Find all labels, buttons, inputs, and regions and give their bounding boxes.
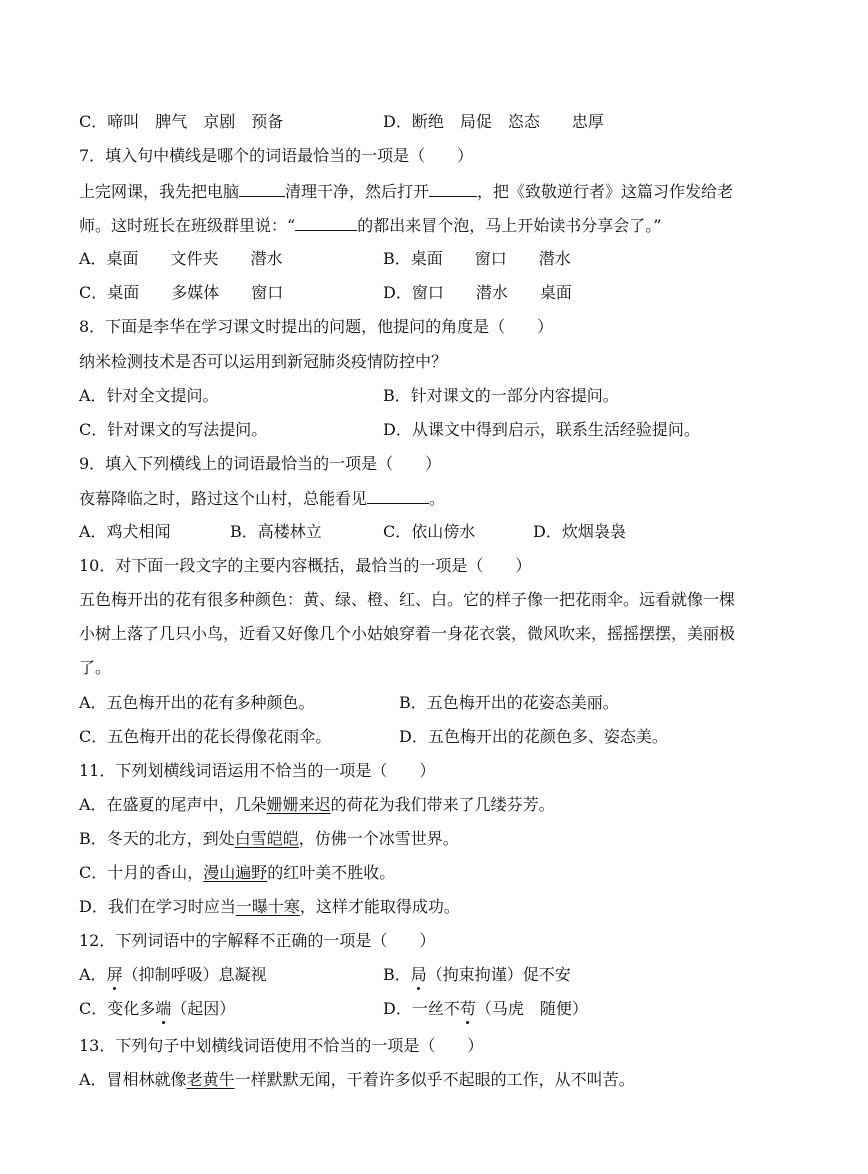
q12-stem: 12．下列词语中的字解释不正确的一项是（ ） — [79, 931, 436, 950]
q6-option-d: D．断绝 局促 恣态 忠厚 — [383, 112, 604, 131]
q11-option-d: D．我们在学习时应当一曝十寒，这样才能取得成功。 — [79, 897, 460, 916]
dotted-char: 苟 — [459, 999, 476, 1018]
q10-paragraph-line1: 五色梅开出的花有很多种颜色：黄、绿、橙、红、白。它的样子像一把花雨伞。远看就像一棵 — [79, 590, 736, 609]
q8-question: 纳米检测技术是否可以运用到新冠肺炎疫情防控中？ — [79, 352, 448, 371]
q12-option-d: D．一丝不苟（马虎 随便） — [383, 999, 588, 1018]
q10-option-c: C．五色梅开出的花长得像花雨伞。 — [79, 727, 332, 746]
q11-option-b: B．冬天的北方，到处白雪皑皑，仿佛一个冰雪世界。 — [79, 829, 459, 848]
q10-option-a: A．五色梅开出的花有多种颜色。 — [79, 693, 315, 712]
q9-option-b: B．高楼林立 — [230, 522, 322, 541]
underlined-word: 白雪皑皑 — [234, 829, 299, 848]
q13-stem: 13．下列句子中划横线词语使用不恰当的一项是（ ） — [79, 1036, 484, 1055]
q8-option-b: B．针对课文的一部分内容提问。 — [383, 386, 619, 405]
q9-sentence: 夜幕降临之时，路过这个山村，总能看见 。 — [79, 489, 446, 508]
q9-blank — [367, 488, 429, 504]
q7-sentence-line2: 师。这时班长在班级群里说：“ 的都出来冒个泡，马上开始读书分享会了。” — [79, 216, 662, 235]
q8-option-d: D．从课文中得到启示，联系生活经验提问。 — [383, 420, 700, 439]
underlined-word: 老黄牛 — [186, 1070, 235, 1089]
dotted-char: 局 — [410, 965, 427, 984]
q12-option-c: C．变化多端（起因） — [79, 999, 236, 1018]
q9-option-a: A．鸡犬相闻 — [79, 522, 171, 541]
q6-option-c: C．啼叫 脾气 京剧 预备 — [79, 112, 284, 131]
q10-stem: 10．对下面一段文字的主要内容概括，最恰当的一项是（ ） — [79, 556, 532, 575]
q11-option-a: A．在盛夏的尾声中，几朵姗姗来迟的荷花为我们带来了几缕芬芳。 — [79, 795, 555, 814]
dotted-char: 屏 — [106, 965, 123, 984]
q7-option-a: A．桌面 文件夹 潜水 — [79, 249, 283, 268]
dotted-char: 端 — [155, 999, 172, 1018]
q7-stem: 7．填入句中横线是哪个的词语最恰当的一项是（ ） — [79, 146, 474, 165]
q9-stem: 9．填入下列横线上的词语最恰当的一项是（ ） — [79, 454, 442, 473]
q10-option-b: B．五色梅开出的花姿态美丽。 — [399, 693, 619, 712]
underlined-word: 一曝十寒 — [235, 897, 300, 916]
q10-paragraph-line3: 了。 — [79, 658, 112, 677]
q10-paragraph-line2: 小树上落了几只小鸟，近看又好像几个小姑娘穿着一身花衣裳，微风吹来，摇摇摆摆，美丽极 — [79, 624, 736, 643]
q7-option-b: B．桌面 窗口 潜水 — [383, 249, 571, 268]
q10-option-d: D．五色梅开出的花颜色多、姿态美。 — [399, 727, 668, 746]
q7-blank-3 — [295, 215, 357, 231]
q7-option-c: C．桌面 多媒体 窗口 — [79, 283, 284, 302]
q9-option-d: D．炊烟袅袅 — [533, 522, 626, 541]
q7-blank-2 — [429, 181, 477, 197]
q12-option-a: A．屏（抑制呼吸）息凝视 — [79, 965, 267, 984]
underlined-word: 漫山遍野 — [203, 863, 268, 882]
q8-option-a: A．针对全文提问。 — [79, 386, 219, 405]
q8-option-c: C．针对课文的写法提问。 — [79, 420, 268, 439]
q13-option-a: A．冒相林就像老黄牛一样默默无闻，干着许多似乎不起眼的工作，从不叫苦。 — [79, 1070, 635, 1089]
q7-option-d: D．窗口 潜水 桌面 — [383, 283, 572, 302]
q11-stem: 11．下列划横线词语运用不恰当的一项是（ ） — [79, 761, 436, 780]
underlined-word: 姗姗来迟 — [266, 795, 331, 814]
q8-stem: 8．下面是李华在学习课文时提出的问题，他提问的角度是（ ） — [79, 317, 554, 336]
q9-option-c: C．依山傍水 — [383, 522, 476, 541]
q7-sentence-line1: 上完网课，我先把电脑 清理干净，然后打开 ，把《致敬逆行者》这篇习作发给老 — [79, 182, 734, 201]
q11-option-c: C．十月的香山，漫山遍野的红叶美不胜收。 — [79, 863, 396, 882]
q12-option-b: B．局（拘束拘谨）促不安 — [383, 965, 571, 984]
q7-blank-1 — [239, 181, 285, 197]
